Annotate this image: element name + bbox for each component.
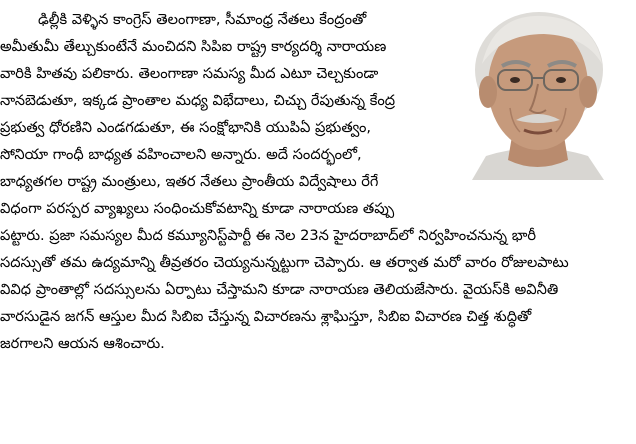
article-line-5: ప్రభుత్వ ధోరణిని ఎండగడుతూ, ఈ సంక్షోభానికి యుపిఏ ప్రభుత్వం,	[0, 119, 372, 136]
article-line-8: విధంగా పరస్పర వ్యాఖ్యలు సంధించుకోవటాన్ని కూడా నారాయణ తప్పు	[0, 200, 395, 217]
article-line-13: జరగాలని ఆయన ఆశించారు.	[0, 335, 165, 352]
article-line-11: వివిధ ప్రాంతాల్లో సదస్సులను ఏర్పాటు చేస్తామని కూడా నారాయణ తెలియజేసారు. వైయస్‌కి అవినీతి	[0, 281, 559, 298]
article-line-4: నానబెడుతూ, ఇక్కడ ప్రాంతాల మధ్య విభేదాలు, చిచ్చు రేపుతున్న కేంద్ర	[0, 92, 396, 109]
portrait-illustration	[454, 8, 620, 180]
article-line-10: సదస్సుతో తమ ఉద్యమాన్ని తీవ్రతరం చెయ్యనున్నట్టుగా చెప్పారు. ఆ తర్వాత మరో వారం రోజులపాటు	[0, 254, 569, 271]
article-line-9: పట్టారు. ప్రజా సమస్యల మీద కమ్యూనిస్ట్‌పార్టీ ఈ నెల 23న హైదరాబాద్‌లో నిర్వహించనున్న భారీ	[0, 227, 537, 244]
speaker-portrait-photo	[454, 8, 620, 180]
article-line-12: వారసుడైన జగన్ ఆస్తుల మీద సిబిఐ చేస్తున్న విచారణను శ్లాఘిస్తూ, సిబిఐ విచారణ చిత్త శుద్ధితో	[0, 308, 532, 325]
article-line-2: అమీతుమీ తేల్చుకుంటేనే మంచిదని సిపిఐ రాష్ట్ర కార్యదర్శి నారాయణ	[0, 38, 387, 55]
article-line-1: ఢిల్లీకి వెళ్ళిన కాంగ్రెస్ తెలంగాణా, సీమాంధ్ర నేతలు కేంద్రంతో	[38, 11, 367, 28]
article-line-3: వారికి హితవు పలికారు. తెలంగాణా సమస్య మీద ఎటూ చెల్చకుండా	[0, 65, 379, 82]
article-line-6: సోనియా గాంధీ బాధ్యత వహించాలని అన్నారు. అదే సందర్భంలో,	[0, 146, 362, 163]
article-line-7: బాధ్యతగల రాష్ట్ర మంత్రులు, ఇతర నేతలు ప్రాంతీయ విద్వేషాలు రేగే	[0, 173, 379, 190]
